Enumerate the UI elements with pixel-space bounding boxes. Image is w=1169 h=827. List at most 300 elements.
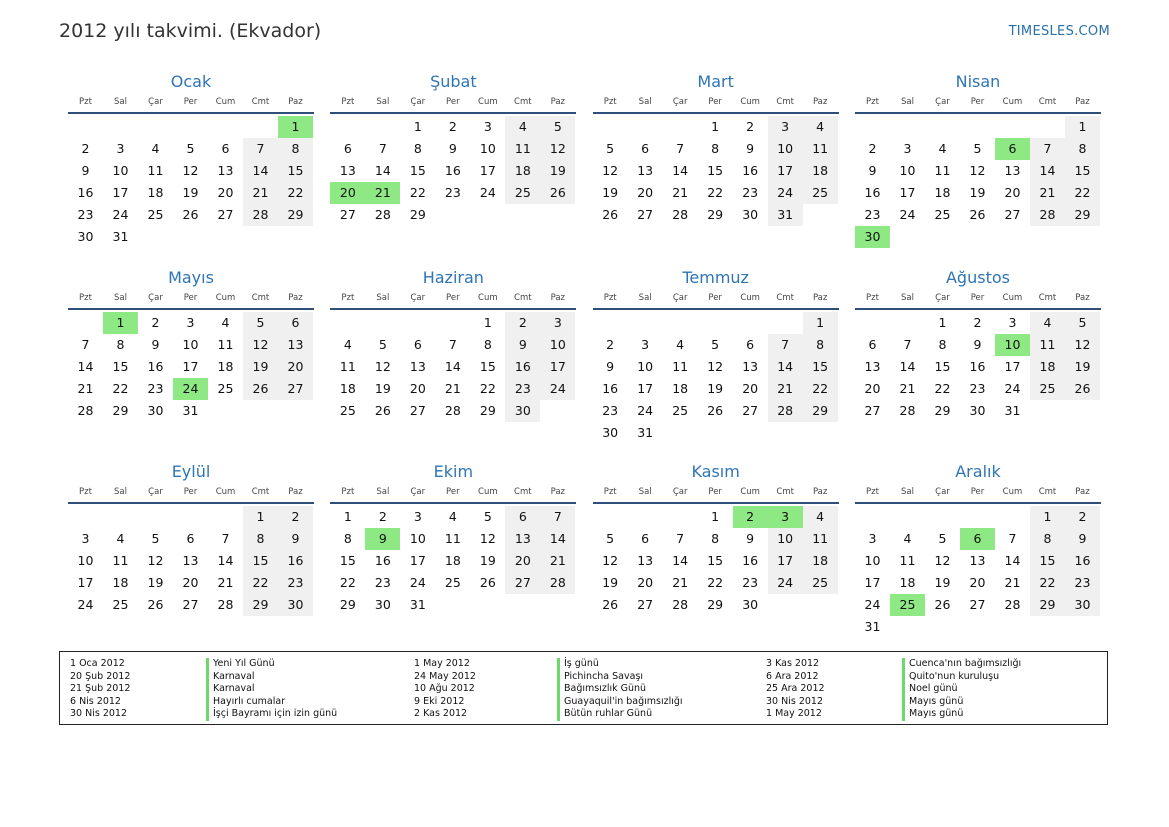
day-cell: 13 bbox=[409, 359, 426, 374]
weekday-label: Paz bbox=[550, 97, 566, 107]
weekday-label: Cum bbox=[215, 487, 236, 497]
day-grid bbox=[593, 116, 839, 226]
legend-date: 25 Ara 2012 bbox=[766, 683, 825, 695]
weekday-label: Pzt bbox=[79, 487, 92, 497]
day-cell: 7 bbox=[903, 337, 912, 352]
day-cell: 11 bbox=[112, 553, 129, 568]
day-cell: 12 bbox=[182, 163, 199, 178]
day-cell: 26 bbox=[1065, 378, 1100, 400]
weekday-label: Cmt bbox=[1038, 97, 1057, 107]
weekday-label: Paz bbox=[550, 293, 566, 303]
day-cell: 2 bbox=[868, 141, 877, 156]
day-cell: 18 bbox=[1030, 356, 1065, 378]
day-cell: 17 bbox=[637, 381, 654, 396]
weekday-label: Per bbox=[446, 487, 460, 497]
day-cell: 10 bbox=[768, 138, 803, 160]
day-cell: 15 bbox=[803, 356, 838, 378]
weekday-header bbox=[855, 94, 1101, 114]
day-cell: 6 bbox=[343, 141, 352, 156]
holiday-day-cell: 1 bbox=[103, 312, 138, 334]
day-cell: 21 bbox=[540, 550, 575, 572]
day-cell: 22 bbox=[934, 381, 951, 396]
legend-date: 10 Ağu 2012 bbox=[414, 683, 475, 695]
weekday-header bbox=[68, 290, 314, 310]
legend-date: 1 May 2012 bbox=[414, 658, 470, 669]
empty-cell bbox=[890, 506, 925, 528]
day-cell: 23 bbox=[864, 207, 881, 222]
day-cell: 11 bbox=[803, 528, 838, 550]
day-cell: 12 bbox=[602, 163, 619, 178]
day-cell: 17 bbox=[899, 185, 916, 200]
day-cell: 3 bbox=[540, 312, 575, 334]
empty-cell bbox=[68, 116, 103, 138]
day-cell: 5 bbox=[540, 116, 575, 138]
day-cell: 28 bbox=[1030, 204, 1065, 226]
holiday-day-cell: 30 bbox=[855, 226, 890, 248]
month-title: Şubat bbox=[430, 72, 477, 91]
weekday-label: Cmt bbox=[514, 97, 532, 107]
day-cell: 17 bbox=[409, 553, 426, 568]
day-cell: 1 bbox=[343, 509, 352, 524]
month-title: Haziran bbox=[422, 268, 484, 287]
empty-cell bbox=[243, 116, 278, 138]
day-cell: 3 bbox=[903, 141, 912, 156]
day-grid bbox=[330, 506, 576, 616]
weekday-label: Cum bbox=[215, 293, 236, 303]
day-cell: 16 bbox=[742, 553, 759, 568]
day-grid bbox=[855, 312, 1101, 422]
day-cell: 7 bbox=[540, 506, 575, 528]
month-title: Aralık bbox=[955, 462, 1001, 481]
weekday-label: Pzt bbox=[603, 97, 617, 107]
legend-names-2 bbox=[557, 658, 683, 721]
day-cell: 16 bbox=[1065, 550, 1100, 572]
weekday-label: Sal bbox=[114, 487, 127, 497]
weekday-label: Çar bbox=[935, 293, 950, 303]
day-cell: 21 bbox=[1030, 182, 1065, 204]
weekday-label: Çar bbox=[410, 487, 426, 497]
month-title: Mayıs bbox=[168, 268, 214, 287]
day-cell: 26 bbox=[540, 182, 575, 204]
day-cell: 24 bbox=[540, 378, 575, 400]
day-cell: 21 bbox=[768, 378, 803, 400]
holiday-day-cell: 6 bbox=[960, 528, 995, 550]
weekday-label: Sal bbox=[901, 97, 914, 107]
day-cell: 24 bbox=[637, 403, 654, 418]
day-cell: 14 bbox=[672, 553, 689, 568]
empty-cell bbox=[995, 506, 1030, 528]
day-cell: 12 bbox=[374, 359, 391, 374]
weekday-label: Pzt bbox=[603, 293, 617, 303]
day-cell: 25 bbox=[217, 381, 234, 396]
holiday-day-cell: 6 bbox=[995, 138, 1030, 160]
day-cell: 15 bbox=[112, 359, 129, 374]
day-cell: 29 bbox=[934, 403, 951, 418]
day-cell: 27 bbox=[742, 403, 759, 418]
weekday-label: Pzt bbox=[341, 293, 355, 303]
day-cell: 14 bbox=[540, 528, 575, 550]
weekday-label: Cum bbox=[740, 487, 760, 497]
day-cell: 12 bbox=[540, 138, 575, 160]
month-calendar bbox=[330, 266, 576, 450]
day-cell: 4 bbox=[938, 141, 947, 156]
legend-holiday-name: Mayıs günü bbox=[902, 696, 1021, 709]
day-cell: 17 bbox=[182, 359, 199, 374]
day-cell: 6 bbox=[278, 312, 313, 334]
day-cell: 21 bbox=[672, 575, 689, 590]
day-cell: 20 bbox=[409, 381, 426, 396]
day-cell: 15 bbox=[707, 163, 724, 178]
day-cell: 22 bbox=[339, 575, 356, 590]
day-cell: 21 bbox=[672, 185, 689, 200]
day-grid bbox=[68, 506, 314, 616]
empty-cell bbox=[138, 116, 173, 138]
empty-cell bbox=[330, 312, 365, 334]
day-cell: 22 bbox=[1065, 182, 1100, 204]
weekday-label: Per bbox=[446, 293, 460, 303]
day-cell: 30 bbox=[602, 425, 619, 440]
day-cell: 18 bbox=[803, 160, 838, 182]
day-cell: 30 bbox=[742, 597, 759, 612]
day-cell: 26 bbox=[934, 597, 951, 612]
legend-date: 21 Şub 2012 bbox=[70, 683, 131, 695]
day-cell: 12 bbox=[934, 553, 951, 568]
empty-cell bbox=[365, 116, 400, 138]
day-cell: 26 bbox=[969, 207, 986, 222]
day-cell: 16 bbox=[742, 163, 759, 178]
day-cell: 22 bbox=[278, 182, 313, 204]
day-cell: 13 bbox=[182, 553, 199, 568]
legend-holiday-name: Bütün ruhlar Günü bbox=[557, 708, 683, 721]
day-cell: 5 bbox=[973, 141, 982, 156]
day-cell: 2 bbox=[151, 315, 160, 330]
day-cell: 4 bbox=[676, 337, 685, 352]
day-cell: 4 bbox=[221, 315, 230, 330]
month-row bbox=[68, 70, 1101, 256]
legend-date: 6 Ara 2012 bbox=[766, 670, 819, 682]
day-cell: 22 bbox=[707, 185, 724, 200]
day-cell: 13 bbox=[637, 163, 654, 178]
day-cell: 20 bbox=[742, 381, 759, 396]
month-calendar bbox=[593, 70, 839, 256]
day-cell: 4 bbox=[1030, 312, 1065, 334]
day-cell: 7 bbox=[676, 141, 685, 156]
day-cell: 3 bbox=[768, 116, 803, 138]
weekday-label: Cum bbox=[478, 97, 498, 107]
day-cell: 26 bbox=[243, 378, 278, 400]
day-cell: 27 bbox=[278, 378, 313, 400]
day-cell: 8 bbox=[483, 337, 492, 352]
day-cell: 30 bbox=[77, 229, 94, 244]
empty-cell bbox=[208, 506, 243, 528]
weekday-header bbox=[593, 94, 839, 114]
month-title: Kasım bbox=[691, 462, 740, 481]
day-cell: 30 bbox=[505, 400, 540, 422]
weekday-header bbox=[593, 484, 839, 504]
legend-names-1 bbox=[206, 658, 337, 721]
day-cell: 15 bbox=[339, 553, 356, 568]
weekday-label: Çar bbox=[672, 293, 688, 303]
day-cell: 26 bbox=[707, 403, 724, 418]
day-cell: 12 bbox=[602, 553, 619, 568]
holiday-legend bbox=[59, 651, 1108, 725]
day-cell: 22 bbox=[707, 575, 724, 590]
weekday-label: Çar bbox=[410, 97, 426, 107]
day-cell: 11 bbox=[217, 337, 234, 352]
legend-date: 20 Şub 2012 bbox=[70, 670, 131, 682]
day-cell: 10 bbox=[182, 337, 199, 352]
weekday-label: Per bbox=[708, 293, 722, 303]
empty-cell bbox=[698, 312, 733, 334]
day-cell: 20 bbox=[637, 575, 654, 590]
day-cell: 9 bbox=[868, 163, 877, 178]
day-cell: 15 bbox=[707, 553, 724, 568]
weekday-header bbox=[593, 290, 839, 310]
day-cell: 8 bbox=[1030, 528, 1065, 550]
day-cell: 7 bbox=[1030, 138, 1065, 160]
day-cell: 25 bbox=[339, 403, 356, 418]
day-cell: 11 bbox=[147, 163, 164, 178]
day-cell: 18 bbox=[444, 553, 461, 568]
day-cell: 10 bbox=[479, 141, 496, 156]
day-cell: 18 bbox=[505, 160, 540, 182]
empty-cell bbox=[365, 312, 400, 334]
day-cell: 9 bbox=[606, 359, 615, 374]
day-cell: 20 bbox=[182, 575, 199, 590]
weekday-label: Sal bbox=[638, 293, 652, 303]
weekday-label: Per bbox=[970, 487, 985, 497]
day-cell: 24 bbox=[899, 207, 916, 222]
day-cell: 30 bbox=[147, 403, 164, 418]
day-cell: 26 bbox=[182, 207, 199, 222]
month-title: Ocak bbox=[170, 72, 212, 91]
day-cell: 28 bbox=[899, 403, 916, 418]
day-cell: 23 bbox=[1065, 572, 1100, 594]
day-grid bbox=[68, 312, 314, 422]
day-cell: 15 bbox=[243, 550, 278, 572]
empty-cell bbox=[593, 312, 628, 334]
day-cell: 15 bbox=[1030, 550, 1065, 572]
empty-cell bbox=[855, 506, 890, 528]
day-cell: 22 bbox=[803, 378, 838, 400]
day-cell: 26 bbox=[602, 597, 619, 612]
empty-cell bbox=[628, 116, 663, 138]
day-cell: 28 bbox=[1004, 597, 1021, 612]
holiday-day-cell: 3 bbox=[768, 506, 803, 528]
weekday-label: Cmt bbox=[251, 293, 270, 303]
day-cell: 13 bbox=[969, 553, 986, 568]
day-cell: 8 bbox=[803, 334, 838, 356]
month-title: Mart bbox=[697, 72, 734, 91]
day-cell: 17 bbox=[1004, 359, 1021, 374]
day-cell: 3 bbox=[868, 531, 877, 546]
day-cell: 19 bbox=[479, 553, 496, 568]
day-cell: 23 bbox=[444, 185, 461, 200]
day-cell: 4 bbox=[151, 141, 160, 156]
day-cell: 19 bbox=[182, 185, 199, 200]
day-cell: 28 bbox=[540, 572, 575, 594]
day-cell: 22 bbox=[409, 185, 426, 200]
day-cell: 19 bbox=[243, 356, 278, 378]
day-cell: 13 bbox=[864, 359, 881, 374]
day-cell: 30 bbox=[969, 403, 986, 418]
day-cell: 1 bbox=[938, 315, 947, 330]
day-cell: 28 bbox=[77, 403, 94, 418]
day-cell: 24 bbox=[864, 597, 881, 612]
day-cell: 19 bbox=[707, 381, 724, 396]
empty-cell bbox=[68, 506, 103, 528]
empty-cell bbox=[173, 116, 208, 138]
weekday-label: Pzt bbox=[341, 97, 355, 107]
day-cell: 20 bbox=[637, 185, 654, 200]
holiday-day-cell: 2 bbox=[733, 506, 768, 528]
weekday-label: Çar bbox=[935, 97, 950, 107]
empty-cell bbox=[960, 116, 995, 138]
legend-date: 30 Nis 2012 bbox=[70, 708, 127, 720]
day-cell: 7 bbox=[1008, 531, 1017, 546]
day-cell: 5 bbox=[151, 531, 160, 546]
weekday-label: Paz bbox=[1075, 487, 1090, 497]
weekday-label: Pzt bbox=[79, 97, 92, 107]
day-cell: 2 bbox=[81, 141, 90, 156]
day-cell: 9 bbox=[1065, 528, 1100, 550]
day-cell: 23 bbox=[505, 378, 540, 400]
month-title: Nisan bbox=[955, 72, 1001, 91]
day-cell: 17 bbox=[864, 575, 881, 590]
weekday-label: Paz bbox=[1075, 293, 1090, 303]
day-cell: 7 bbox=[448, 337, 457, 352]
day-cell: 24 bbox=[479, 185, 496, 200]
weekday-header bbox=[330, 290, 576, 310]
legend-holiday-name: Mayıs günü bbox=[902, 708, 1021, 721]
day-cell: 21 bbox=[899, 381, 916, 396]
day-cell: 28 bbox=[672, 207, 689, 222]
legend-holiday-name: Karnaval bbox=[206, 671, 337, 684]
weekday-label: Per bbox=[446, 97, 460, 107]
day-cell: 11 bbox=[934, 163, 951, 178]
weekday-label: Sal bbox=[376, 293, 390, 303]
day-cell: 31 bbox=[182, 403, 199, 418]
empty-cell bbox=[103, 506, 138, 528]
empty-cell bbox=[960, 506, 995, 528]
day-cell: 23 bbox=[969, 381, 986, 396]
day-cell: 3 bbox=[413, 509, 422, 524]
weekday-label: Sal bbox=[114, 293, 127, 303]
day-cell: 23 bbox=[602, 403, 619, 418]
empty-cell bbox=[663, 506, 698, 528]
day-cell: 7 bbox=[81, 337, 90, 352]
day-cell: 20 bbox=[217, 185, 234, 200]
weekday-label: Çar bbox=[148, 293, 163, 303]
day-cell: 20 bbox=[505, 550, 540, 572]
empty-cell bbox=[890, 116, 925, 138]
day-cell: 29 bbox=[803, 400, 838, 422]
weekday-header bbox=[330, 94, 576, 114]
day-cell: 31 bbox=[112, 229, 129, 244]
day-cell: 5 bbox=[243, 312, 278, 334]
day-cell: 14 bbox=[217, 553, 234, 568]
legend-date: 30 Nis 2012 bbox=[766, 695, 823, 707]
day-cell: 10 bbox=[768, 528, 803, 550]
day-cell: 22 bbox=[112, 381, 129, 396]
day-cell: 19 bbox=[147, 575, 164, 590]
day-cell: 5 bbox=[711, 337, 720, 352]
day-cell: 19 bbox=[602, 185, 619, 200]
day-cell: 16 bbox=[444, 163, 461, 178]
weekday-label: Pzt bbox=[866, 97, 879, 107]
day-cell: 24 bbox=[409, 575, 426, 590]
legend-holiday-name: Bağımsızlık Günü bbox=[557, 683, 683, 696]
day-cell: 19 bbox=[934, 575, 951, 590]
day-cell: 24 bbox=[77, 597, 94, 612]
day-cell: 25 bbox=[444, 575, 461, 590]
weekday-label: Sal bbox=[638, 97, 652, 107]
day-grid bbox=[330, 116, 576, 226]
month-title: Ağustos bbox=[945, 268, 1010, 287]
day-cell: 14 bbox=[672, 163, 689, 178]
empty-cell bbox=[855, 312, 890, 334]
day-cell: 27 bbox=[182, 597, 199, 612]
day-cell: 16 bbox=[505, 356, 540, 378]
day-cell: 10 bbox=[540, 334, 575, 356]
day-cell: 23 bbox=[742, 185, 759, 200]
day-cell: 13 bbox=[742, 359, 759, 374]
weekday-label: Çar bbox=[672, 97, 688, 107]
day-cell: 26 bbox=[479, 575, 496, 590]
day-cell: 29 bbox=[1065, 204, 1100, 226]
day-cell: 16 bbox=[77, 185, 94, 200]
day-cell: 13 bbox=[505, 528, 540, 550]
day-cell: 25 bbox=[1030, 378, 1065, 400]
day-cell: 3 bbox=[116, 141, 125, 156]
day-cell: 13 bbox=[278, 334, 313, 356]
weekday-label: Sal bbox=[901, 293, 914, 303]
weekday-label: Pzt bbox=[79, 293, 92, 303]
day-cell: 9 bbox=[973, 337, 982, 352]
day-cell: 25 bbox=[934, 207, 951, 222]
page-title: 2012 yılı takvimi. (Ekvador) bbox=[59, 20, 322, 42]
empty-cell bbox=[855, 116, 890, 138]
day-cell: 8 bbox=[711, 141, 720, 156]
day-cell: 3 bbox=[186, 315, 195, 330]
day-cell: 18 bbox=[112, 575, 129, 590]
day-cell: 21 bbox=[1004, 575, 1021, 590]
day-grid bbox=[593, 506, 839, 616]
day-cell: 21 bbox=[444, 381, 461, 396]
day-cell: 10 bbox=[112, 163, 129, 178]
weekday-label: Çar bbox=[148, 487, 163, 497]
empty-cell bbox=[173, 506, 208, 528]
day-cell: 10 bbox=[864, 553, 881, 568]
weekday-header bbox=[68, 94, 314, 114]
day-cell: 5 bbox=[606, 531, 615, 546]
day-cell: 17 bbox=[768, 550, 803, 572]
day-cell: 7 bbox=[221, 531, 230, 546]
day-cell: 29 bbox=[707, 207, 724, 222]
weekday-label: Paz bbox=[288, 293, 303, 303]
day-cell: 2 bbox=[606, 337, 615, 352]
day-cell: 26 bbox=[602, 207, 619, 222]
empty-cell bbox=[1030, 116, 1065, 138]
day-cell: 25 bbox=[505, 182, 540, 204]
day-cell: 16 bbox=[278, 550, 313, 572]
day-cell: 17 bbox=[77, 575, 94, 590]
empty-cell bbox=[593, 116, 628, 138]
site-link[interactable]: TIMESLES.COM bbox=[1008, 24, 1110, 39]
day-cell: 10 bbox=[77, 553, 94, 568]
day-cell: 14 bbox=[243, 160, 278, 182]
empty-cell bbox=[768, 312, 803, 334]
